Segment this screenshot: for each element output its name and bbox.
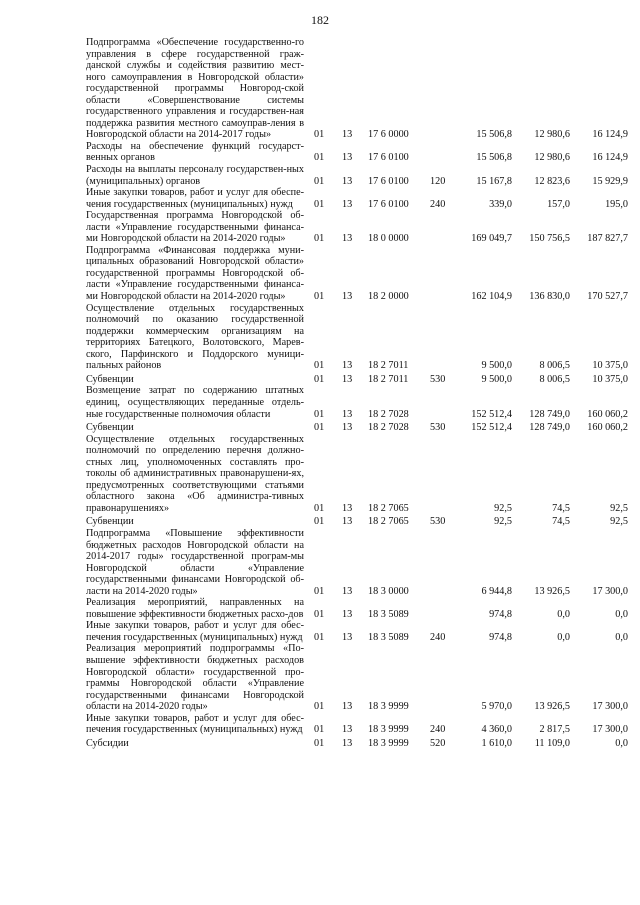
row-subsection-code: 13 bbox=[342, 737, 353, 749]
row-section-code: 01 bbox=[314, 701, 325, 713]
row-subsection-code: 13 bbox=[342, 502, 353, 514]
row-amount-1: 15 167,8 bbox=[476, 175, 512, 187]
row-amount-1: 974,8 bbox=[489, 608, 512, 620]
row-subsection-code: 13 bbox=[342, 585, 353, 597]
row-amount-2: 0,0 bbox=[557, 608, 570, 620]
row-name: Субвенции bbox=[86, 373, 134, 385]
row-expense-type bbox=[430, 245, 456, 303]
row-amount-1: 152 512,4 bbox=[471, 408, 512, 420]
row-amount-1: 974,8 bbox=[489, 631, 512, 643]
table-row bbox=[86, 597, 628, 620]
row-amount-1: 6 944,8 bbox=[481, 585, 512, 597]
row-section-code: 01 bbox=[314, 516, 325, 528]
row-amount-3: 187 827,7 bbox=[587, 233, 628, 245]
row-name: Осуществление отдельных государственных полномочий по оказанию государственной поддержки коммерческим организациям на территориях Батецкого, Волотовского, Марев-ского, Парфинского и Поддорского муници-пальных районов bbox=[86, 302, 304, 372]
row-amount-2: 13 926,5 bbox=[534, 585, 570, 597]
row-expense-type bbox=[430, 643, 456, 712]
row-amount-1: 339,0 bbox=[489, 198, 512, 210]
row-target-article: 18 3 5089 bbox=[368, 631, 409, 643]
row-target-article: 18 2 7028 bbox=[368, 408, 409, 420]
row-amount-2: 150 756,5 bbox=[529, 233, 570, 245]
row-expense-type bbox=[430, 141, 456, 164]
row-section-code: 01 bbox=[314, 360, 325, 372]
row-amount-1: 169 049,7 bbox=[471, 233, 512, 245]
row-subsection-code: 13 bbox=[342, 631, 353, 643]
row-name: Иные закупки товаров, работ и услуг для обес-печения государственных (муниципальных) нужд bbox=[86, 712, 304, 736]
row-section-code: 01 bbox=[314, 408, 325, 420]
table-row bbox=[86, 164, 628, 187]
row-amount-3: 17 300,0 bbox=[592, 701, 628, 713]
row-target-article: 18 3 9999 bbox=[368, 724, 409, 736]
row-expense-type bbox=[430, 528, 456, 597]
row-amount-2: 136 830,0 bbox=[529, 291, 570, 303]
row-amount-3: 0,0 bbox=[615, 737, 628, 749]
row-target-article: 17 6 0100 bbox=[368, 198, 409, 210]
row-target-article: 17 6 0000 bbox=[368, 129, 409, 141]
row-subsection-code: 13 bbox=[342, 233, 353, 245]
row-name: Расходы на выплаты персоналу государствен-ных (муниципальных) органов bbox=[86, 164, 304, 187]
row-target-article: 18 2 0000 bbox=[368, 291, 409, 303]
row-subsection-code: 13 bbox=[342, 422, 353, 434]
row-expense-type: 530 bbox=[430, 516, 446, 528]
row-expense-type: 520 bbox=[430, 737, 446, 749]
row-subsection-code: 13 bbox=[342, 175, 353, 187]
row-target-article: 18 3 9999 bbox=[368, 701, 409, 713]
row-target-article: 18 2 7028 bbox=[368, 422, 409, 434]
row-amount-2: 2 817,5 bbox=[539, 724, 570, 736]
row-amount-3: 160 060,2 bbox=[587, 422, 628, 434]
table-row bbox=[86, 713, 628, 736]
row-amount-3: 92,5 bbox=[610, 502, 628, 514]
row-amount-2: 128 749,0 bbox=[529, 408, 570, 420]
row-target-article: 17 6 0100 bbox=[368, 175, 409, 187]
row-section-code: 01 bbox=[314, 737, 325, 749]
row-amount-3: 170 527,7 bbox=[587, 291, 628, 303]
row-amount-3: 17 300,0 bbox=[592, 585, 628, 597]
row-expense-type: 530 bbox=[430, 422, 446, 434]
row-amount-1: 9 500,0 bbox=[481, 360, 512, 372]
row-name: Государственная программа Новгородской об-ласти «Управление государственными финанса-ми Новгородской области на 2014-2020 годы» bbox=[86, 210, 304, 245]
row-section-code: 01 bbox=[314, 152, 325, 164]
row-name: Подпрограмма «Повышение эффективности бюджетных расходов Новгородской области на 2014-2017 годы» государственной програм-мы Новгородской области «Управление государственными финансами Новгородской об-ласти на 2014-2020 годы» bbox=[86, 527, 304, 597]
row-name: Подпрограмма «Финансовая поддержка муни-ципальных образований Новгородской области» государственной программы Новгородской об-ласти «Управление государственными финанса-ми Новгородской области на 2014-2020 годы» bbox=[86, 244, 304, 303]
table-row bbox=[86, 643, 628, 712]
row-name: Субвенции bbox=[86, 516, 134, 528]
row-expense-type bbox=[430, 37, 456, 141]
row-amount-2: 8 006,5 bbox=[539, 373, 570, 385]
row-amount-2: 11 109,0 bbox=[534, 737, 570, 749]
row-section-code: 01 bbox=[314, 608, 325, 620]
row-amount-2: 12 823,6 bbox=[534, 175, 570, 187]
row-amount-2: 74,5 bbox=[552, 502, 570, 514]
row-subsection-code: 13 bbox=[342, 373, 353, 385]
row-section-code: 01 bbox=[314, 175, 325, 187]
row-amount-1: 15 506,8 bbox=[476, 129, 512, 141]
row-amount-1: 1 610,0 bbox=[481, 737, 512, 749]
row-amount-2: 0,0 bbox=[557, 631, 570, 643]
budget-table bbox=[86, 37, 628, 749]
row-subsection-code: 13 bbox=[342, 516, 353, 528]
row-amount-2: 12 980,6 bbox=[534, 129, 570, 141]
row-subsection-code: 13 bbox=[342, 608, 353, 620]
table-row bbox=[86, 528, 628, 597]
row-target-article: 18 2 7011 bbox=[368, 373, 409, 385]
row-expense-type: 240 bbox=[430, 198, 446, 210]
row-name: Иные закупки товаров, работ и услуг для обеспе-чения государственных (муниципальных) нужд bbox=[86, 187, 304, 210]
row-name: Реализация мероприятий подпрограммы «По-вышение эффективности бюджетных расходов Новгородской области» государственной про-граммы Новгородской области «Управление государственными финансами Новгородской области на 2014-2020 годы» bbox=[86, 643, 304, 713]
table-row bbox=[86, 420, 628, 434]
row-name: Субвенции bbox=[86, 422, 134, 434]
row-amount-1: 4 360,0 bbox=[481, 724, 512, 736]
row-amount-3: 0,0 bbox=[615, 631, 628, 643]
row-amount-1: 152 512,4 bbox=[471, 422, 512, 434]
table-row bbox=[86, 303, 628, 372]
row-amount-3: 0,0 bbox=[615, 608, 628, 620]
table-row bbox=[86, 514, 628, 528]
row-amount-1: 15 506,8 bbox=[476, 152, 512, 164]
row-subsection-code: 13 bbox=[342, 198, 353, 210]
page-number: 182 bbox=[311, 13, 329, 27]
row-expense-type bbox=[430, 303, 456, 372]
row-subsection-code: 13 bbox=[342, 152, 353, 164]
row-amount-1: 92,5 bbox=[494, 502, 512, 514]
row-section-code: 01 bbox=[314, 291, 325, 303]
row-amount-3: 195,0 bbox=[605, 198, 628, 210]
row-target-article: 18 3 5089 bbox=[368, 608, 409, 620]
table-row bbox=[86, 736, 628, 750]
table-row bbox=[86, 385, 628, 420]
table-row bbox=[86, 210, 628, 245]
row-name: Расходы на обеспечение функций государст-венных органов bbox=[86, 140, 304, 164]
row-name: Реализация мероприятий, направленных на повышение эффективности бюджетных расхо-дов bbox=[86, 597, 304, 620]
row-amount-3: 16 124,9 bbox=[592, 129, 628, 141]
row-amount-3: 15 929,9 bbox=[592, 175, 628, 187]
row-amount-3: 92,5 bbox=[610, 516, 628, 528]
row-name: Возмещение затрат по содержанию штатных единиц, осуществляющих переданные отдель-ные государственные полномочия области bbox=[86, 385, 304, 420]
row-section-code: 01 bbox=[314, 585, 325, 597]
row-expense-type: 240 bbox=[430, 631, 446, 643]
row-section-code: 01 bbox=[314, 631, 325, 643]
row-section-code: 01 bbox=[314, 198, 325, 210]
table-row bbox=[86, 620, 628, 643]
row-amount-2: 12 980,6 bbox=[534, 152, 570, 164]
row-amount-2: 74,5 bbox=[552, 516, 570, 528]
row-section-code: 01 bbox=[314, 373, 325, 385]
row-amount-3: 10 375,0 bbox=[592, 373, 628, 385]
row-section-code: 01 bbox=[314, 233, 325, 245]
row-amount-1: 92,5 bbox=[494, 516, 512, 528]
row-amount-1: 162 104,9 bbox=[471, 291, 512, 303]
row-subsection-code: 13 bbox=[342, 724, 353, 736]
row-section-code: 01 bbox=[314, 129, 325, 141]
row-expense-type bbox=[430, 434, 456, 515]
row-section-code: 01 bbox=[314, 422, 325, 434]
row-amount-3: 160 060,2 bbox=[587, 408, 628, 420]
table-row bbox=[86, 372, 628, 386]
row-expense-type: 240 bbox=[430, 724, 446, 736]
table-row bbox=[86, 187, 628, 210]
row-target-article: 18 2 7011 bbox=[368, 360, 409, 372]
row-subsection-code: 13 bbox=[342, 408, 353, 420]
row-target-article: 18 3 0000 bbox=[368, 585, 409, 597]
row-section-code: 01 bbox=[314, 724, 325, 736]
table-row bbox=[86, 434, 628, 515]
row-amount-3: 10 375,0 bbox=[592, 360, 628, 372]
row-target-article: 18 3 9999 bbox=[368, 737, 409, 749]
row-name: Иные закупки товаров, работ и услуг для обес-печения государственных (муниципальных) нужд bbox=[86, 620, 304, 643]
row-subsection-code: 13 bbox=[342, 291, 353, 303]
row-amount-2: 8 006,5 bbox=[539, 360, 570, 372]
row-name: Субсидии bbox=[86, 737, 129, 749]
row-target-article: 18 2 7065 bbox=[368, 516, 409, 528]
row-subsection-code: 13 bbox=[342, 360, 353, 372]
row-target-article: 18 2 7065 bbox=[368, 502, 409, 514]
row-section-code: 01 bbox=[314, 502, 325, 514]
row-target-article: 17 6 0100 bbox=[368, 152, 409, 164]
row-amount-2: 13 926,5 bbox=[534, 701, 570, 713]
row-amount-1: 9 500,0 bbox=[481, 373, 512, 385]
table-row bbox=[86, 37, 628, 141]
row-amount-2: 157,0 bbox=[547, 198, 570, 210]
row-target-article: 18 0 0000 bbox=[368, 233, 409, 245]
row-expense-type bbox=[430, 210, 456, 245]
row-expense-type bbox=[430, 385, 456, 420]
row-amount-1: 5 970,0 bbox=[481, 701, 512, 713]
row-amount-3: 16 124,9 bbox=[592, 152, 628, 164]
row-subsection-code: 13 bbox=[342, 129, 353, 141]
row-subsection-code: 13 bbox=[342, 701, 353, 713]
table-row bbox=[86, 245, 628, 303]
row-amount-3: 17 300,0 bbox=[592, 724, 628, 736]
row-name: Подпрограмма «Обеспечение государственно-го управления в сфере государственной граж-данской службы и содействия развитию мест-ного самоуправления в Новгородской области» государственной программы Новгород-ской области «Совершенствование системы государственного управления и государствен-ная поддержка развития местного самоуправ-ления в Новгородской области на 2014-2017 годы» bbox=[86, 37, 304, 141]
row-name: Осуществление отдельных государственных полномочий по определению перечня должно-стных лиц, уполномоченных составлять про-токолы об административных правонарушени-ях, предусмотренных соответствующими статьями областного закона «Об администра-тивных правонарушениях» bbox=[86, 433, 304, 514]
row-expense-type bbox=[430, 597, 456, 620]
row-amount-2: 128 749,0 bbox=[529, 422, 570, 434]
table-row bbox=[86, 141, 628, 164]
row-expense-type: 530 bbox=[430, 373, 446, 385]
row-expense-type: 120 bbox=[430, 175, 446, 187]
